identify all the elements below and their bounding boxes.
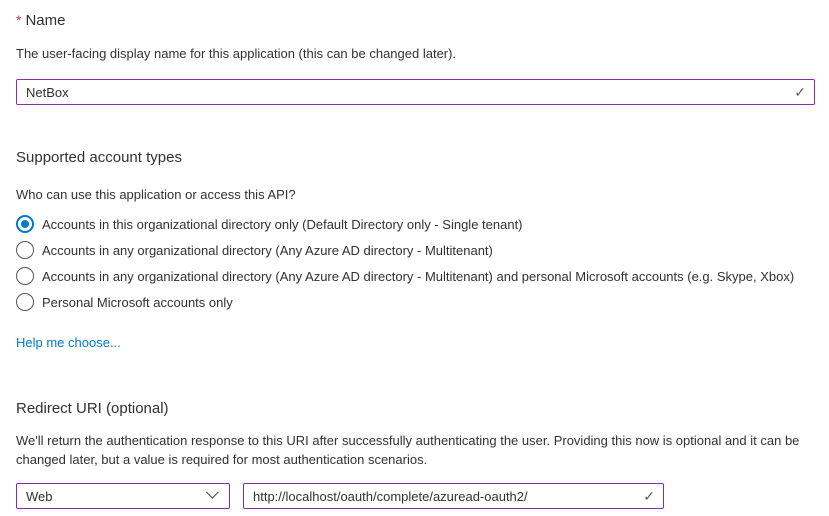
radio-option-label: Accounts in any organizational directory (Any Azure AD directory - Multitenant) and personal Microsoft accounts (e.g. Skype, Xbox) <box>42 268 795 284</box>
redirect-uri-input[interactable] <box>243 483 664 509</box>
radio-button-icon[interactable] <box>16 267 34 285</box>
radio-button-icon[interactable] <box>16 241 34 259</box>
platform-select[interactable] <box>16 483 230 509</box>
name-label: Name <box>25 12 66 29</box>
account-types-question: Who can use this application or access this API? <box>16 187 296 202</box>
redirect-uri-description: We'll return the authentication response to this URI after successfully authenticating the user. Providing this now is optional and it can be changed later, but a value is required for most authentication scenarios. <box>16 433 800 467</box>
radio-option-label: Personal Microsoft accounts only <box>42 294 233 310</box>
redirect-uri-row <box>16 483 815 509</box>
valid-checkmark-icon: ✓ <box>794 84 806 100</box>
radio-button-icon[interactable] <box>16 293 34 311</box>
radio-button-icon[interactable] <box>16 215 34 233</box>
name-input[interactable] <box>16 79 815 105</box>
redirect-uri-section <box>16 399 815 509</box>
name-description: The user-facing display name for this application (this can be changed later). <box>16 46 457 61</box>
account-type-radio-group <box>16 211 815 315</box>
radio-option-single-tenant[interactable] <box>16 211 815 237</box>
radio-option-label: Accounts in this organizational directory only (Default Directory only - Single tenant) <box>42 216 523 232</box>
chevron-down-icon <box>206 486 219 499</box>
valid-checkmark-icon: ✓ <box>643 488 655 504</box>
required-asterisk: * <box>16 12 22 28</box>
uri-field-wrap <box>243 483 664 509</box>
platform-select-value: Web <box>26 488 53 504</box>
redirect-uri-heading: Redirect URI (optional) <box>16 400 169 417</box>
name-field-wrap <box>16 79 815 105</box>
help-me-choose-link[interactable]: Help me choose... <box>16 335 121 350</box>
radio-option-multitenant-personal[interactable] <box>16 263 815 289</box>
radio-option-personal-only[interactable] <box>16 289 815 315</box>
name-section <box>16 10 815 105</box>
radio-option-label: Accounts in any organizational directory (Any Azure AD directory - Multitenant) <box>42 242 493 258</box>
supported-account-types-section <box>16 148 815 352</box>
account-types-heading: Supported account types <box>16 149 182 166</box>
radio-option-multitenant[interactable] <box>16 237 815 263</box>
name-section-heading <box>16 10 815 31</box>
